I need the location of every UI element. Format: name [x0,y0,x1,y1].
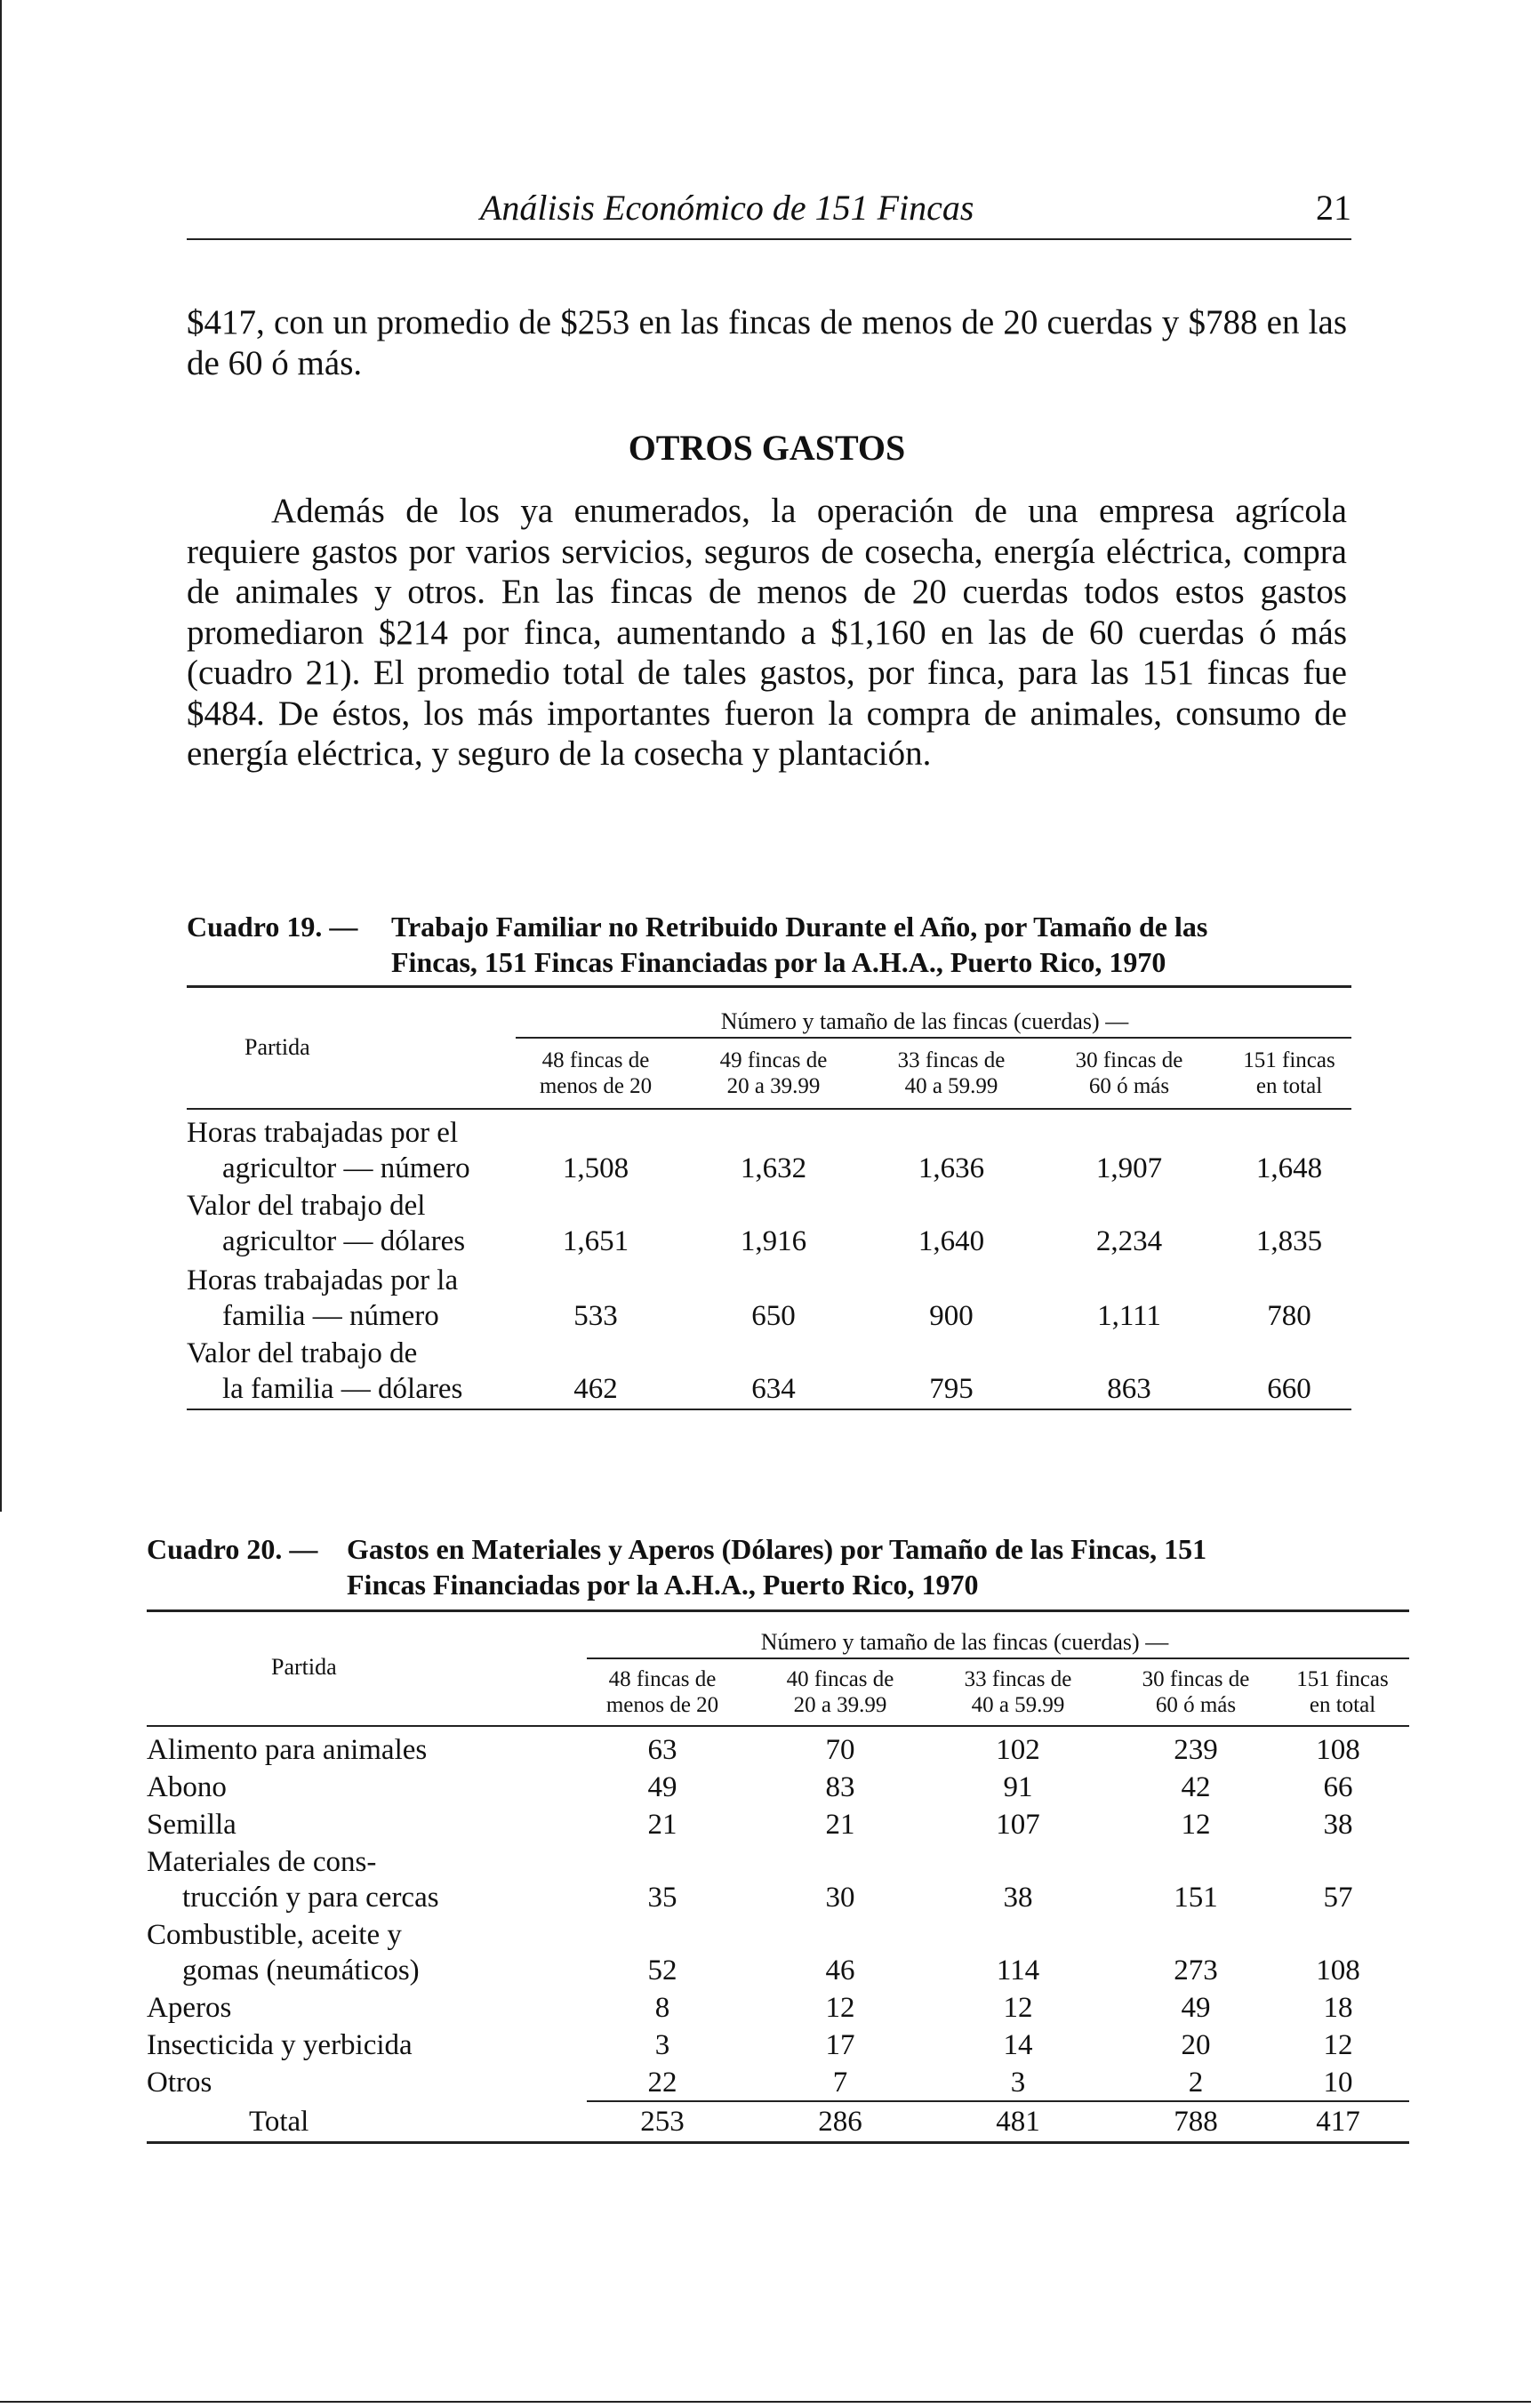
table-cell: 30 [825,1882,855,1914]
table-cell: 1,636 [918,1152,985,1184]
table-cell: 12 [1181,1809,1211,1841]
table-cell: 38 [1003,1882,1033,1914]
table-cell: 57 [1323,1882,1353,1914]
table-top-rule [147,1609,1409,1612]
table-cell: 1,508 [562,1152,629,1184]
total-cell: 481 [996,2106,1040,2138]
table-cell: 10 [1323,2067,1353,2099]
cuadro19-number: Cuadro 19. — [187,911,358,943]
page-number: 21 [1316,188,1351,228]
table-row-label: Materiales de cons- trucción y para cercas [147,1846,439,1914]
column-header-1: 48 fincas de menos de 20 [605,1667,719,1717]
column-header-2: 40 fincas de 20 a 39.99 [786,1667,894,1717]
table-row-label: Insecticida y yerbicida [147,2029,413,2061]
table-cell: 900 [929,1300,974,1332]
table-cell: 70 [825,1734,855,1766]
table-cell: 46 [825,1954,855,1987]
table-row-label: Horas trabajadas por la familia — número [187,1264,459,1332]
table-cell: 2 [1188,2067,1204,2099]
cuadro20-table [147,1609,1409,2161]
table-cell: 1,640 [918,1225,985,1257]
column-header-4: 30 fincas de 60 ó más [1142,1667,1250,1717]
column-header-3: 33 fincas de 40 a 59.99 [897,1048,1006,1098]
table-row-label: Aperos [147,1992,232,2024]
cuadro20-title-line1: Gastos en Materiales y Aperos (Dólares) por Tamaño de las Fincas, 151 [347,1533,1207,1565]
column-header-2: 49 fincas de 20 a 39.99 [719,1048,828,1098]
table-cell: 462 [573,1373,618,1405]
table-cell: 2,234 [1095,1225,1163,1257]
table-cell: 108 [1316,1954,1360,1987]
table-cell: 151 [1174,1882,1218,1914]
table-cell: 17 [825,2029,855,2061]
table-row-label: Semilla [147,1809,236,1841]
column-header-5: 151 fincas en total [1243,1048,1335,1098]
header-bottom-rule [187,1108,1351,1110]
table-bottom-rule [147,2141,1409,2144]
total-rule [587,2100,1409,2102]
group-rule [587,1658,1409,1659]
table-cell: 650 [751,1300,796,1332]
table-bottom-rule [187,1409,1351,1410]
cuadro19-table [187,985,1351,1412]
continuation-paragraph: $417, con un promedio de $253 en las fincas de menos de 20 cuerdas y $788 en las de 60 ó más. [187,303,1347,382]
running-header [187,178,1351,240]
table-row-label: Alimento para animales [147,1734,428,1766]
table-cell: 660 [1267,1373,1311,1405]
partida-header: Partida [271,1654,337,1680]
table-cell: 18 [1323,1992,1353,2024]
table-cell: 49 [647,1771,677,1803]
table-cell: 21 [825,1809,855,1841]
table-cell: 273 [1174,1954,1218,1987]
table-cell: 108 [1316,1734,1360,1766]
table-cell: 63 [647,1734,677,1766]
table-cell: 634 [751,1373,796,1405]
otros-gastos-paragraph: Además de los ya enumerados, la operación de una empresa agrícola requiere gastos por varios servicios, seguros de cosecha, energía eléctrica, compra de animales y otros. En las fincas de menos de 20 cuerdas todos estos gastos promediaron $214 por finca, aumentando a $1,160 en las de 60 cuerdas ó más (cuadro 21). El promedio total de tales gastos, por finca, para las 151 fincas fue $484. De éstos, los más importantes fueron la compra de animales, consumo de energía eléctrica, y seguro de la cosecha y plantación. [187,492,1347,773]
table-cell: 1,632 [740,1152,807,1184]
table-cell: 22 [647,2067,677,2099]
table-cell: 52 [647,1954,677,1987]
table-cell: 1,651 [562,1225,629,1257]
page-bottom-rule [0,2401,1531,2403]
total-cell: 788 [1174,2106,1218,2138]
table-cell: 12 [1003,1992,1033,2024]
table-cell: 1,907 [1095,1152,1163,1184]
cuadro20-title-line2: Fincas Financiadas por la A.H.A., Puerto Rico, 1970 [347,1569,979,1601]
table-cell: 91 [1003,1771,1033,1803]
total-label: Total [249,2106,309,2138]
table-cell: 1,111 [1097,1300,1161,1332]
table-cell: 1,916 [740,1225,807,1257]
table-cell: 12 [1323,2029,1353,2061]
table-cell: 780 [1267,1300,1311,1332]
partida-header: Partida [244,1034,310,1060]
table-cell: 20 [1181,2029,1211,2061]
table-cell: 38 [1323,1809,1353,1841]
table-cell: 7 [832,2067,848,2099]
table-row-label: Abono [147,1771,227,1803]
table-cell: 14 [1003,2029,1033,2061]
table-cell: 114 [996,1954,1040,1987]
total-cell: 286 [818,2106,862,2138]
table-cell: 239 [1174,1734,1218,1766]
group-rule [516,1037,1351,1039]
table-row-label: Valor del trabajo del agricultor — dólares [187,1190,466,1257]
table-cell: 863 [1107,1373,1151,1405]
cuadro19-caption [187,909,1351,989]
total-cell: 253 [640,2106,685,2138]
section-heading: OTROS GASTOS [628,428,906,468]
table-cell: 3 [1010,2067,1026,2099]
table-cell: 3 [654,2029,670,2061]
table-cell: 795 [929,1373,974,1405]
table-cell: 21 [647,1809,677,1841]
table-cell: 83 [825,1771,855,1803]
column-header-3: 33 fincas de 40 a 59.99 [964,1667,1072,1717]
column-header-5: 151 fincas en total [1296,1667,1389,1717]
cuadro20-caption [147,1531,1391,1611]
table-cell: 66 [1323,1771,1353,1803]
table-cell: 533 [573,1300,618,1332]
group-header: Número y tamaño de las fincas (cuerdas) — [720,1008,1129,1034]
table-cell: 102 [996,1734,1040,1766]
table-top-rule [187,985,1351,988]
table-row-label: Otros [147,2067,212,2099]
column-header-4: 30 fincas de 60 ó más [1075,1048,1183,1098]
table-row-label: Valor del trabajo de la familia — dólares [187,1337,463,1405]
table-cell: 12 [825,1992,855,2024]
cuadro20-number: Cuadro 20. — [147,1533,318,1565]
table-cell: 49 [1181,1992,1211,2024]
table-row-label: Combustible, aceite y gomas (neumáticos) [147,1919,420,1987]
table-cell: 1,835 [1255,1225,1323,1257]
running-title: Análisis Económico de 151 Fincas [480,188,974,228]
table-cell: 42 [1181,1771,1211,1803]
table-cell: 1,648 [1255,1152,1323,1184]
column-header-1: 48 fincas de menos de 20 [539,1048,653,1098]
header-bottom-rule [147,1725,1409,1727]
total-cell: 417 [1316,2106,1360,2138]
table-row-label: Horas trabajadas por el agricultor — número [187,1117,470,1184]
page-left-rule [0,0,2,1512]
table-cell: 107 [996,1809,1040,1841]
table-cell: 8 [654,1992,670,2024]
table-cell: 35 [647,1882,677,1914]
group-header: Número y tamaño de las fincas (cuerdas) — [760,1629,1169,1655]
cuadro19-title-line1: Trabajo Familiar no Retribuido Durante el Año, por Tamaño de las [391,911,1208,943]
cuadro19-title-line2: Fincas, 151 Fincas Financiadas por la A.H.A., Puerto Rico, 1970 [391,946,1166,978]
